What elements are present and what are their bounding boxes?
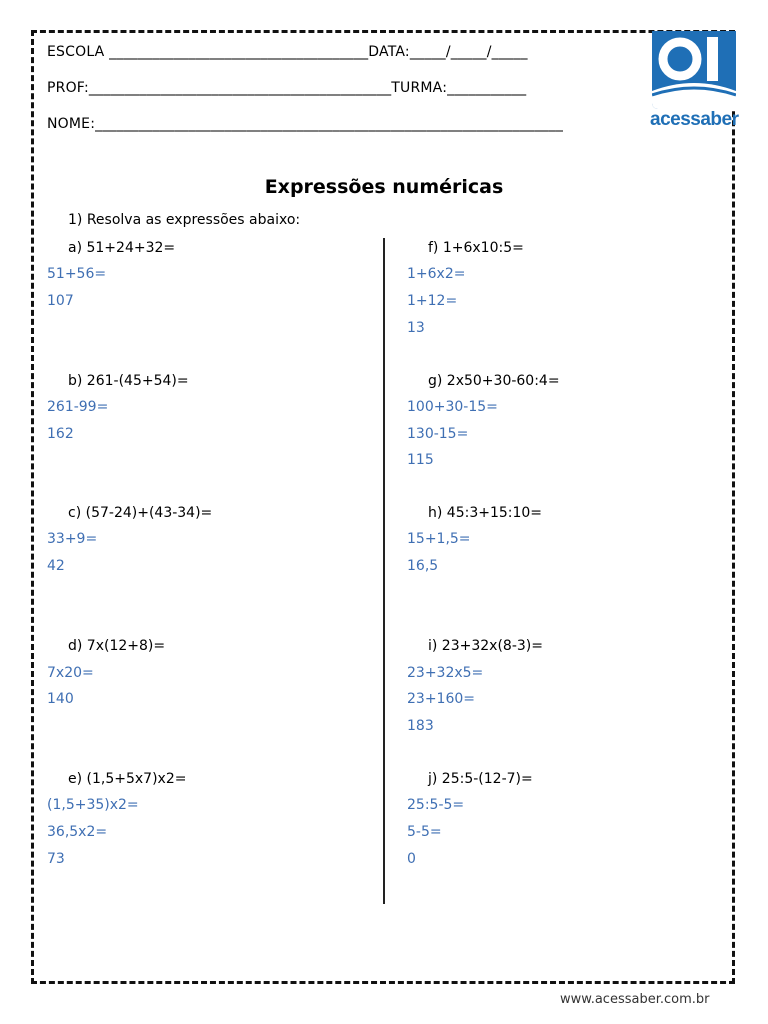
- answer-step: 261-99=: [47, 399, 109, 415]
- answer-step: 42: [47, 558, 65, 574]
- answer-step: 36,5x2=: [47, 824, 108, 840]
- answer-step: 13: [407, 320, 425, 336]
- answer-step: 25:5-5=: [407, 797, 465, 813]
- answer-step: 0: [407, 851, 416, 867]
- answer-step: 73: [47, 851, 65, 867]
- answer-step: 100+30-15=: [407, 399, 498, 415]
- website-url: www.acessaber.com.br: [560, 992, 710, 1007]
- answer-step: 130-15=: [407, 426, 469, 442]
- question-j: j) 25:5-(12-7)=: [428, 771, 533, 787]
- school-field: ESCOLA ____________________________________DATA:_____/_____/_____: [47, 44, 528, 60]
- answer-step: 33+9=: [47, 531, 98, 547]
- question-f: f) 1+6x10:5=: [428, 240, 524, 256]
- logo-text: acessaber: [650, 109, 739, 130]
- acessaber-logo: [650, 31, 739, 131]
- page-title: Expressões numéricas: [264, 176, 504, 198]
- question-e: e) (1,5+5x7)x2=: [68, 771, 187, 787]
- question-c: c) (57-24)+(43-34)=: [68, 505, 213, 521]
- answer-step: 162: [47, 426, 74, 442]
- teacher-field: PROF:__________________________________________TURMA:___________: [47, 80, 527, 96]
- answer-step: 115: [407, 452, 434, 468]
- name-field: NOME:_________________________________________________________________: [47, 116, 564, 132]
- answer-step: 15+1,5=: [407, 531, 471, 547]
- answer-step: 7x20=: [47, 665, 94, 681]
- answer-step: (1,5+35)x2=: [47, 797, 139, 813]
- answer-step: 23+160=: [407, 691, 475, 707]
- answer-step: 1+12=: [407, 293, 458, 309]
- question-g: g) 2x50+30-60:4=: [428, 373, 560, 389]
- answer-step: 140: [47, 691, 74, 707]
- question-i: i) 23+32x(8-3)=: [428, 638, 543, 654]
- answer-step: 23+32x5=: [407, 665, 484, 681]
- question-b: b) 261-(45+54)=: [68, 373, 189, 389]
- answer-step: 16,5: [407, 558, 439, 574]
- instruction: 1) Resolva as expressões abaixo:: [68, 212, 301, 228]
- logo-icon: [652, 31, 736, 109]
- column-divider: [383, 238, 385, 904]
- answer-step: 5-5=: [407, 824, 442, 840]
- question-h: h) 45:3+15:10=: [428, 505, 543, 521]
- answer-step: 1+6x2=: [407, 266, 466, 282]
- answer-step: 51+56=: [47, 266, 107, 282]
- answer-step: 183: [407, 718, 434, 734]
- question-d: d) 7x(12+8)=: [68, 638, 166, 654]
- question-a: a) 51+24+32=: [68, 240, 176, 256]
- answer-step: 107: [47, 293, 74, 309]
